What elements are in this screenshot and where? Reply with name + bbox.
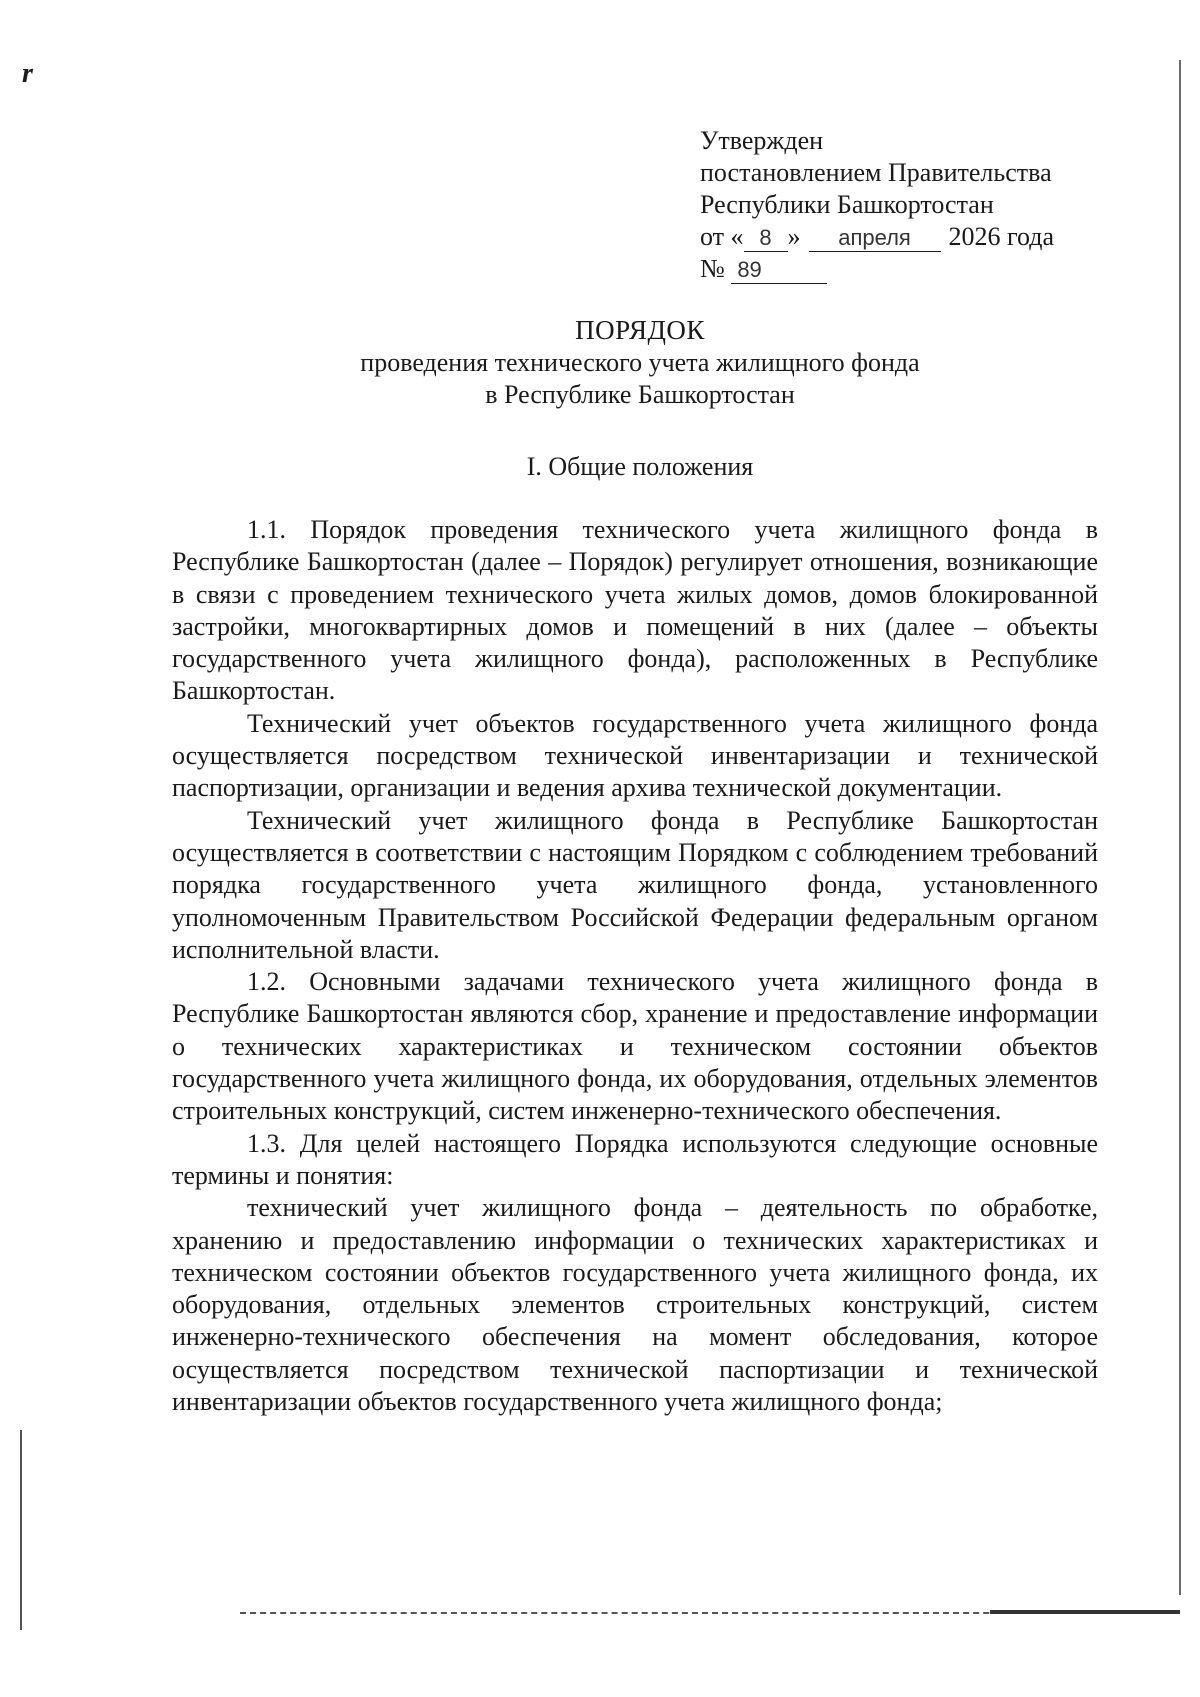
scan-corner-mark: r bbox=[22, 58, 33, 89]
approval-block bbox=[700, 125, 1160, 285]
section-heading: I. Общие положения bbox=[526, 452, 754, 481]
paragraph-technical-accounting: Технический учет объектов государственного учета жилищного фонда осуществляется посредством технической инвентаризации и технической паспортизации, организации и ведения архива технической документации. bbox=[172, 708, 1098, 803]
scan-left-edge bbox=[20, 1430, 22, 1630]
paragraph-1-2: 1.2. Основными задачами технического учета жилищного фонда в Республике Башкортостан являются сбор, хранение и предоставление информации о технических характеристиках и техническом состоянии объектов государственного учета жилищного фонда, их оборудования, отдельных элементов строительных конструкций, систем инженерно-технического обеспечения. bbox=[172, 967, 1098, 1126]
number-prefix: № bbox=[700, 254, 725, 283]
paragraph-compliance: Технический учет жилищного фонда в Республике Башкортостан осуществляется в соответствии с настоящим Порядком с соблюдением требований порядка государственного учета жилищного фонда, установленного уполномоченным Правительством Российской Федерации федеральным органом исполнительной власти. bbox=[172, 805, 1098, 964]
date-day-close: » bbox=[787, 222, 801, 251]
paragraph-1-3: 1.3. Для целей настоящего Порядка используются следующие основные термины и понятия: bbox=[172, 1128, 1098, 1190]
paragraph-1-1: 1.1. Порядок проведения технического учета жилищного фонда в Республике Башкортостан (далее – Порядок) регулирует отношения, возникающие в связи с проведением технического учета жилых домов, домов блокированной застройки, многоквартирных домов и помещений в них (далее – объекты государственного учета жилищного фонда), расположенных в Республике Башкортостан. bbox=[172, 515, 1098, 706]
date-month: апреля bbox=[809, 225, 941, 252]
approval-date-line bbox=[700, 221, 1160, 253]
title-main: ПОРЯДОК bbox=[575, 315, 705, 345]
document-body bbox=[172, 514, 1098, 1418]
date-prefix: от « bbox=[700, 222, 744, 251]
approval-number-line bbox=[700, 253, 1160, 285]
approval-line-1: Утвержден bbox=[700, 126, 824, 155]
date-day: 8 bbox=[744, 225, 788, 252]
title-sub-2: в Республике Башкортостан bbox=[485, 380, 795, 409]
date-year: 2026 года bbox=[948, 222, 1055, 251]
document-title bbox=[170, 314, 1110, 411]
approval-line-3: Республики Башкортостан bbox=[700, 190, 994, 219]
approval-line-2: постановлением Правительства bbox=[700, 158, 1052, 187]
title-sub-1: проведения технического учета жилищного фонда bbox=[360, 348, 920, 377]
scan-right-edge bbox=[1179, 60, 1181, 1595]
document-number: 89 bbox=[731, 257, 827, 284]
paragraph-definition: технический учет жилищного фонда – деятельность по обработке, хранению и предоставлению информации о технических характеристиках и техническом состоянии объектов государственного учета жилищного фонда, их оборудования, отдельных элементов строительных конструкций, систем инженерно-технического обеспечения на момент обследования, которое осуществляется посредством технической паспортизации и технической инвентаризации объектов государственного учета жилищного фонда; bbox=[172, 1193, 1098, 1417]
scan-bottom-edge-solid bbox=[990, 1610, 1180, 1614]
